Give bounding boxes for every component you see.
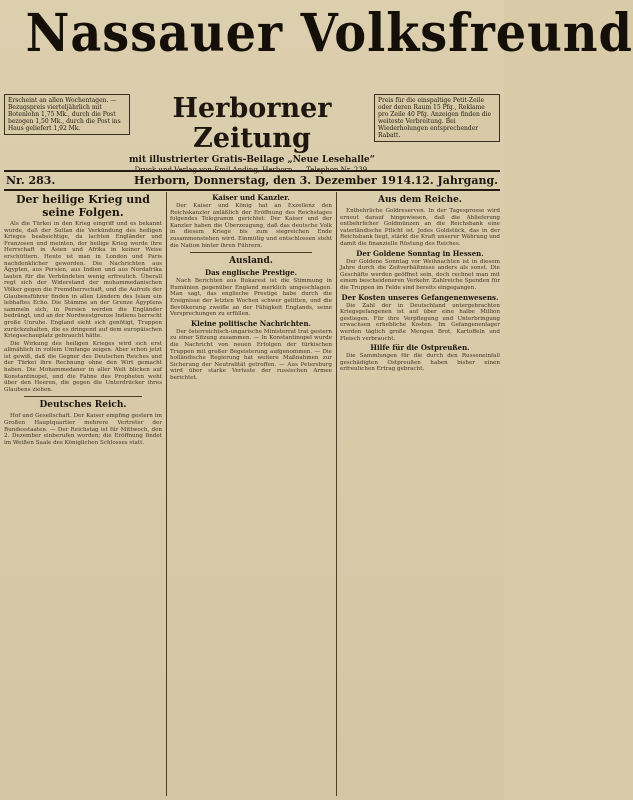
article-text: Entbehrliche Goldreserven. In der Tagespresse wird erneut darauf hingewiesen, daß die Ablieferung entbehrlicher Goldmünzen an die Reichsbank eine vaterländische Pflicht ist. Jedes Goldstück, das in der Reichsbank liegt, stärkt die Kraft unserer Währung und damit die finanzielle Rüstung des Reiches.: [340, 208, 500, 247]
dateline: [4, 170, 500, 191]
subhead: [0, 94, 504, 172]
article-text: Die Zahl der in Deutschland untergebrachten Kriegsgefangenen ist auf über eine halbe Million gestiegen. Für ihre Verpflegung und Unterbringung erwachsen erhebliche Kosten. Im Gefangenenlager werden täglich große Mengen Brot, Kartoffeln und Fleisch verbraucht.: [340, 302, 500, 342]
subhead-center: [128, 94, 376, 175]
article-text: Als die Türkei in den Krieg eingriff und es bekannt wurde, daß der Sultan die Verkündung des heiligen Krieges beabsichtige, da lachten Engländer und Franzosen und meinten, der heilige Krieg werde ihre Herrschaft in Asien und Afrika in keiner Weise erschüttern. Heute ist man in London und Paris nachdenklicher geworden. Die Nachrichten aus Ägypten, aus Persien, aus Indien und aus Nordafrika lauten für die Verbündeten wenig erfreulich. Überall regt sich der Widerstand der mohammedanischen Völker gegen die Fremdherrschaft, und die Aufrufe der Glaubensführer finden in allen Ländern des Islam ein lebhaftes Echo. Die Stämme an der Grenze Ägyptens sammeln sich, in Persien werden die Engländer bedrängt, und an der Nordwestgrenze Indiens herrscht große Unruhe. England sieht sich genötigt, Truppen zurückzuhalten, die es dringend auf dem europäischen Kriegsschauplatz gebraucht hätte.: [4, 221, 162, 340]
section-heading: Deutsches Reich.: [39, 400, 127, 411]
publisher-line: Druck und Verlag von Emil Anding, Herborn. — Telephon Nr. 239.: [134, 166, 370, 174]
column-2: [170, 192, 332, 796]
section-heading: Aus dem Reiche.: [378, 195, 462, 205]
advert-price-box: Preis für die einspaltige Petit-Zeile oder deren Raum 15 Pfg., Reklame pro Zeile 40 Pfg. Anzeigen finden die weiteste Verbreitung. Bei Wiederholungen entsprechender Rabatt.: [374, 94, 500, 142]
article-text: Der Kaiser und König hat an Exzellenz den Reichskanzler anläßlich der Eröffnung des Reichstages folgendes Telegramm gerichtet: Der Kaiser und der Kanzler haben die Überzeugung, daß das deutsche Volk in diesem Kriege bis zum siegreichen Ende zusammenstehen wird. Einmütig und entschlossen steht die Nation hinter ihren Führern.: [170, 203, 332, 249]
masthead: [6, 3, 633, 96]
subscription-box: Erscheint an allen Wochentagen. — Bezugspreis vierteljährlich mit Botenlohn 1,75 Mk., durch die Post bezogen 1,50 Mk., durch die Post ins Haus geliefert 1,92 Mk.: [4, 94, 130, 135]
article-text: Der Goldene Sonntag vor Weihnachten ist in diesem Jahre durch die Zeitverhältnisse anders als sonst. Die Geschäfte werden geöffnet sein, doch rechnet man mit einem bescheideneren Verkehr. Zahlreiche Spenden für die Truppen im Felde sind bereits eingegangen.: [340, 258, 500, 291]
column-1: [4, 192, 162, 796]
article-text: Nach Berichten aus Bukarest ist die Stimmung in Rumänien gegenüber England merklich umgeschlagen. Man sagt, das englische Prestige habe durch die Ereignisse der letzten Wochen schwer gelitten, und die Bevölkerung zweifle an der Fähigkeit Englands, seine Versprechungen zu erfüllen.: [170, 278, 332, 318]
article-subheading: Der Goldene Sonntag in Hessen.: [356, 248, 484, 258]
article-text: Der österreichisch-ungarische Ministerrat trat gestern zu einer Sitzung zusammen. — In Konstantinopel wurde die Nachricht von neuen Erfolgen der türkischen Truppen mit großer Begeisterung aufgenommen. — Die holländische Regierung hat weitere Maßnahmen zur Sicherung der Neutralität getroffen. — Aus Petersburg wird über starke Verluste der russischen Armee berichtet.: [170, 328, 332, 381]
article-text: Hof und Gesellschaft. Der Kaiser empfing gestern im Großen Hauptquartier mehrere Vertreter der Bundesstaaten. — Der Reichstag ist für Mittwoch, den 2. Dezember einberufen worden; die Eröffnung findet im Weißen Saale des Königlichen Schlosses statt.: [4, 413, 162, 446]
article-subheading: Das englische Prestige.: [205, 268, 297, 278]
issue-date: Herborn, Donnerstag, den 3. Dezember 1914.: [134, 174, 416, 187]
article-text: Die Wirkung des heiligen Krieges wird sich erst allmählich in vollem Umfange zeigen. Aber schon jetzt ist gewiß, daß die Gegner des Deutschen Reiches und der Türkei ihre Rechnung ohne den Wirt gemacht haben. Die Mohammedaner in aller Welt blicken auf Konstantinopel, und die Fahne des Propheten weht über den Heeren, die gegen die Unterdrücker ihres Glaubens ziehen.: [4, 340, 162, 393]
column-3: [340, 192, 500, 796]
section-heading: Ausland.: [229, 256, 273, 267]
article-subheading: Hilfe für die Ostpreußen.: [370, 343, 470, 353]
article-headline: Kaiser und Kanzler.: [212, 193, 290, 202]
volume-year: 12. Jahrgang.: [414, 174, 498, 187]
article-text: Die Sammlungen für die durch den Russeneinfall geschädigten Ostpreußen haben bisher einen erfreulichen Ertrag gebracht.: [340, 353, 500, 373]
beilage-line: mit illustrierter Gratis-Beilage „Neue Lesehalle“: [129, 155, 375, 165]
article-subheading: Der Kosten unseres Gefangenenwesens.: [341, 292, 499, 302]
article-headline: Der heilige Krieg und seine Folgen.: [16, 193, 150, 219]
masthead-title: Nassauer Volksfreund: [25, 3, 633, 64]
divider: [190, 252, 312, 253]
issue-number: Nr. 283.: [6, 174, 56, 187]
article-subheading: Kleine politische Nachrichten.: [191, 318, 311, 328]
columns: [4, 192, 500, 796]
divider: [24, 396, 142, 397]
subhead-title: Herborner Zeitung: [172, 93, 332, 154]
